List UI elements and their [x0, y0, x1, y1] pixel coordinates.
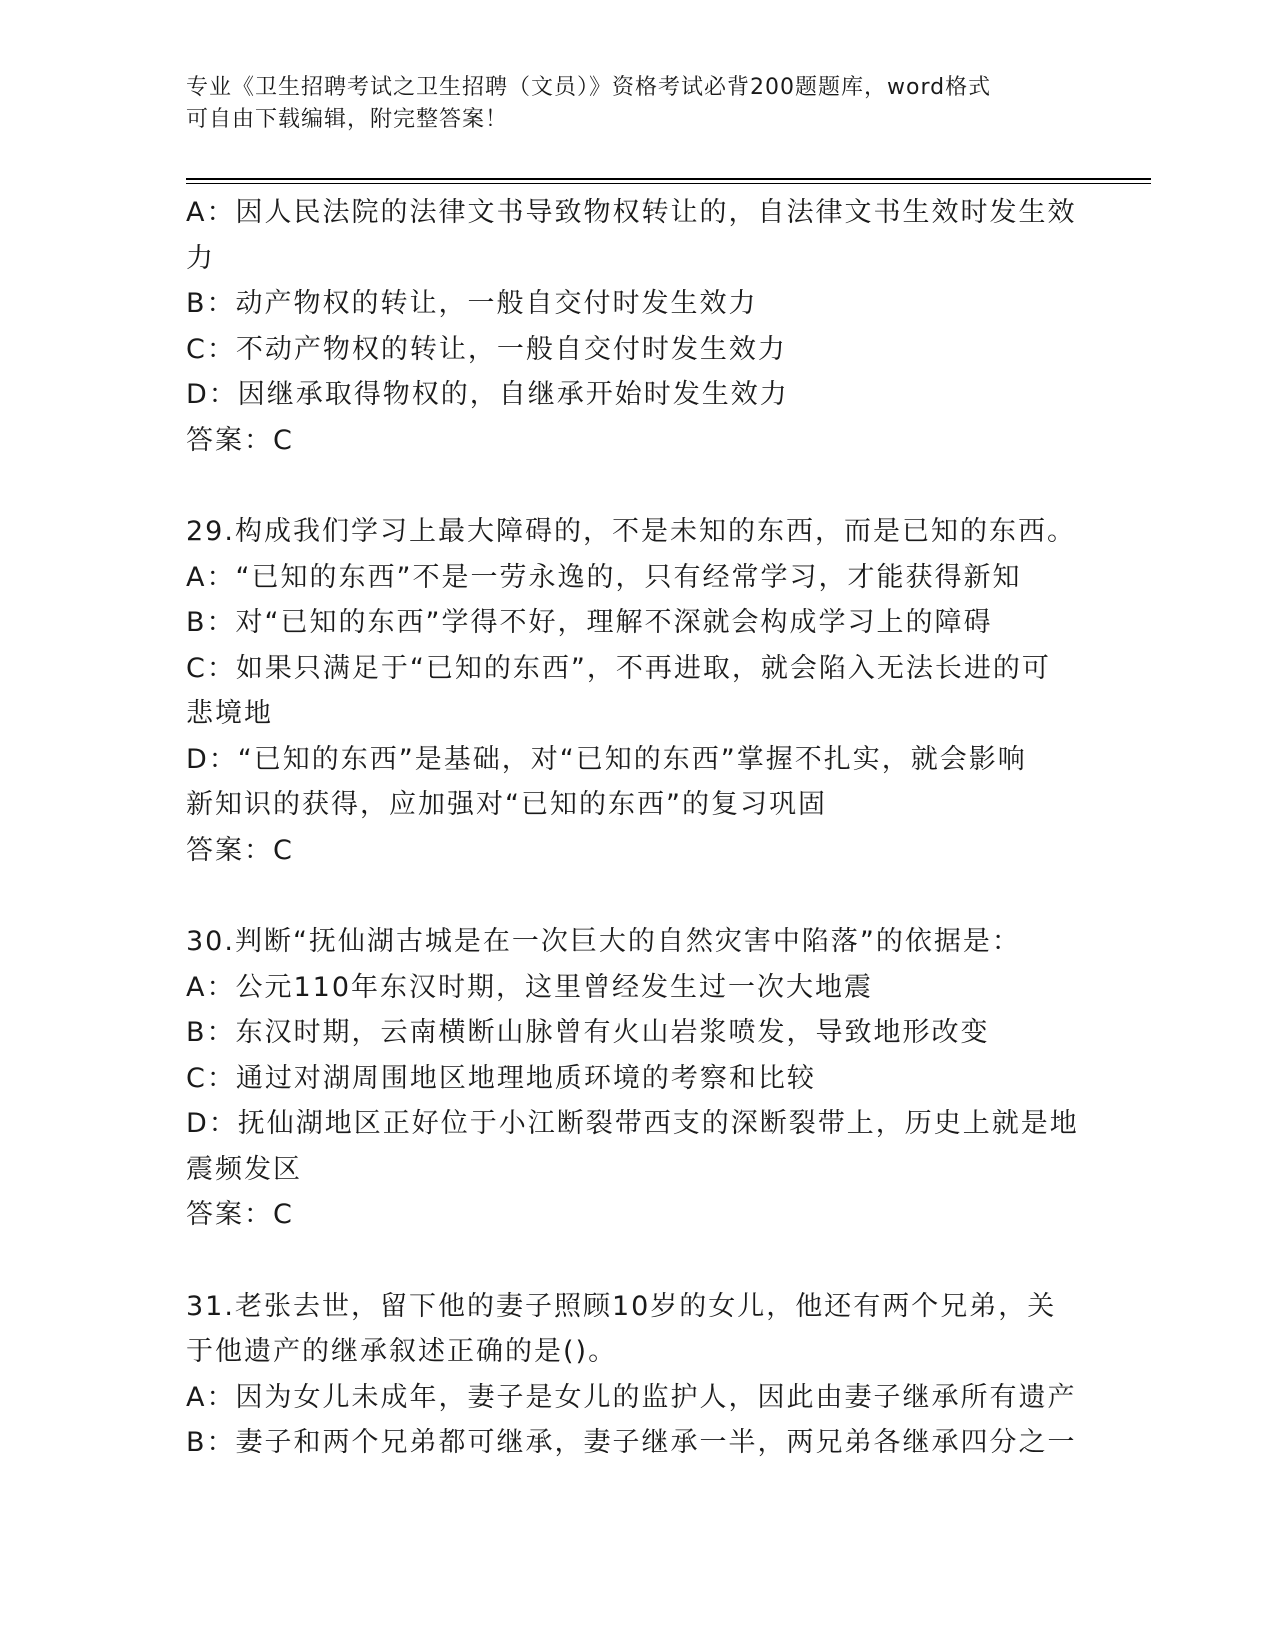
question-stem-continued: 于他遗产的继承叙述正确的是()。 — [186, 1336, 618, 1367]
question-stem: 31.老张去世，留下他的妻子照顾10岁的女儿，他还有两个兄弟，关 — [186, 1290, 1057, 1322]
header-rule-thick — [186, 178, 1151, 180]
question-28-tail — [186, 190, 1076, 463]
answer: 答案：C — [186, 424, 294, 456]
option-b: B：东汉时期，云南横断山脉曾有火山岩浆喷发，导致地形改变 — [186, 1017, 990, 1048]
question-stem: 30.判断“抚仙湖古城是在一次巨大的自然灾害中陷落”的依据是： — [186, 926, 1021, 957]
option-c: C：不动产物权的转让，一般自交付时发生效力 — [186, 333, 787, 365]
option-b: B：对“已知的东西”学得不好，理解不深就会构成学习上的障碍 — [186, 607, 993, 638]
spacer — [186, 873, 1076, 919]
document-header — [186, 72, 1066, 136]
option-b: B：妻子和两个兄弟都可继承，妻子继承一半，两兄弟各继承四分之一 — [186, 1427, 1077, 1458]
option-d-continued: 震频发区 — [186, 1153, 302, 1185]
spacer — [186, 1238, 1076, 1284]
option-c: C：如果只满足于“已知的东西”，不再进取，就会陷入无法长进的可 — [186, 652, 1051, 684]
question-29 — [186, 509, 1076, 873]
option-a: A：公元110年东汉时期，这里曾经发生过一次大地震 — [186, 971, 874, 1003]
option-b: B：动产物权的转让，一般自交付时发生效力 — [186, 288, 758, 319]
question-30 — [186, 919, 1079, 1238]
option-c: C：通过对湖周围地区地理地质环境的考察和比较 — [186, 1062, 816, 1094]
option-d: D：“已知的东西”是基础，对“已知的东西”掌握不扎实，就会影响 — [186, 743, 1027, 775]
question-31 — [186, 1284, 1076, 1466]
header-rule-thin — [186, 183, 1151, 184]
spacer — [186, 463, 1076, 509]
option-c-continued: 悲境地 — [186, 698, 273, 729]
answer: 答案：C — [186, 834, 294, 866]
option-a: A：“已知的东西”不是一劳永逸的，只有经常学习，才能获得新知 — [186, 561, 1022, 593]
option-a: A：因人民法院的法律文书导致物权转让的，自法律文书生效时发生效 — [186, 197, 1077, 228]
option-d: D：因继承取得物权的，自继承开始时发生效力 — [186, 379, 789, 410]
question-stem: 29.构成我们学习上最大障碍的，不是未知的东西，而是已知的东西。 — [186, 516, 1076, 547]
header-line-2: 可自由下载编辑，附完整答案！ — [186, 107, 509, 132]
option-d: D：抚仙湖地区正好位于小江断裂带西支的深断裂带上，历史上就是地 — [186, 1108, 1079, 1139]
document-body — [186, 190, 1079, 1466]
option-a-continued: 力 — [186, 242, 215, 274]
option-d-continued: 新知识的获得，应加强对“已知的东西”的复习巩固 — [186, 789, 827, 820]
answer: 答案：C — [186, 1199, 294, 1230]
header-line-1: 专业《卫生招聘考试之卫生招聘（文员）》资格考试必背200题题库，word格式 — [186, 75, 992, 100]
option-a: A：因为女儿未成年，妻子是女儿的监护人，因此由妻子继承所有遗产 — [186, 1381, 1077, 1413]
